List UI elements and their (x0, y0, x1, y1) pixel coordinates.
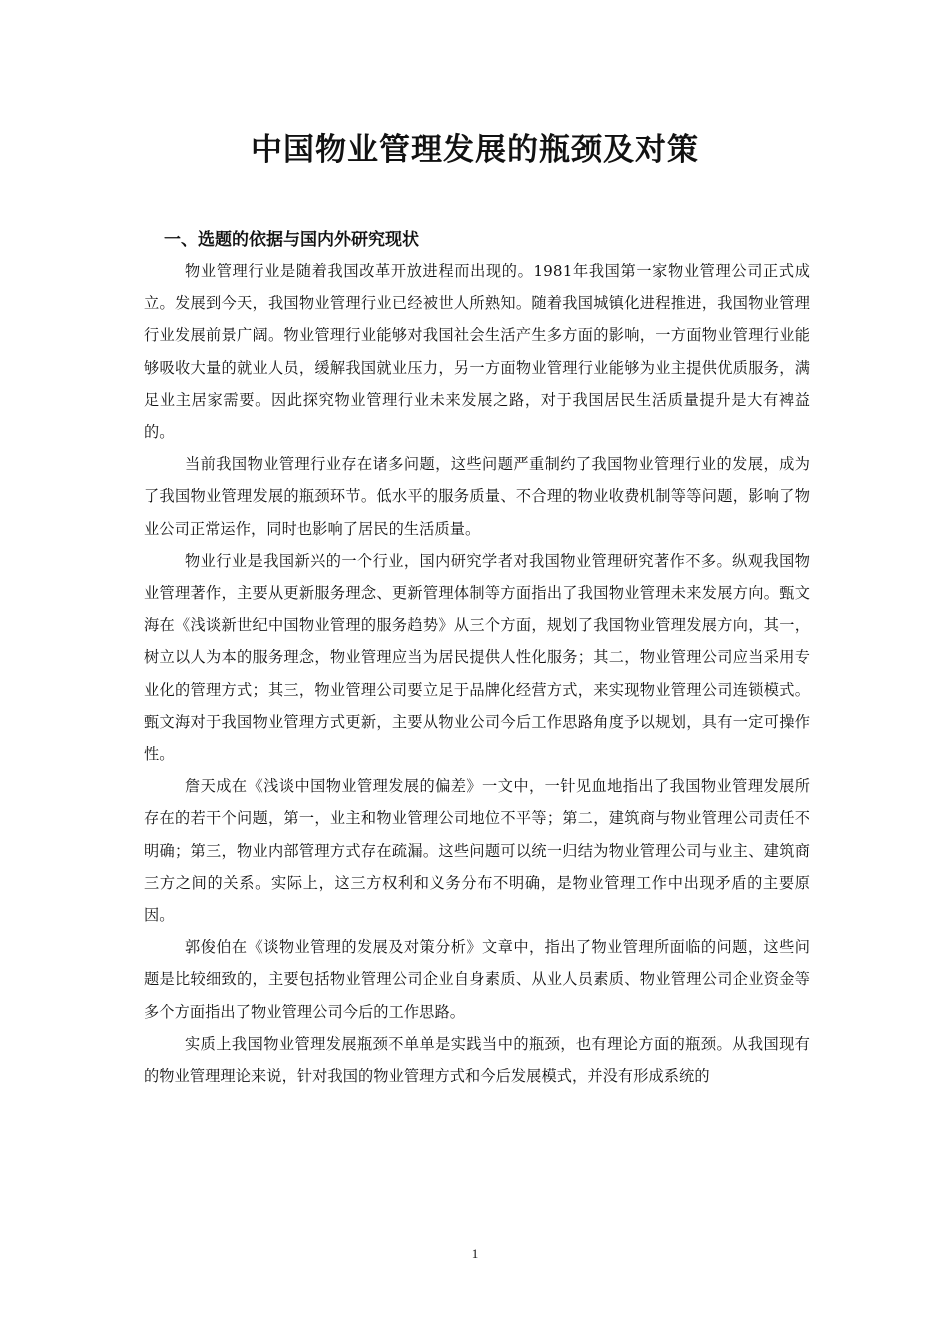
document-body (144, 255, 810, 1092)
paragraph: 物业管理行业是随着我国改革开放进程而出现的。1981年我国第一家物业管理公司正式成立。发展到今天，我国物业管理行业已经被世人所熟知。随着我国城镇化进程推进，我国物业管理行业发展前景广阔。物业管理行业能够对我国社会生活产生多方面的影响，一方面物业管理行业能够吸收大量的就业人员，缓解我国就业压力，另一方面物业管理行业能够为业主提供优质服务，满足业主居家需要。因此探究物业管理行业未来发展之路，对于我国居民生活质量提升是大有裨益的。 (144, 262, 810, 442)
section-heading: 一、选题的依据与国内外研究现状 (164, 230, 419, 250)
page-number: 1 (471, 1246, 479, 1261)
paragraph: 詹天成在《浅谈中国物业管理发展的偏差》一文中，一针见血地指出了我国物业管理发展所存在的若干个问题，第一，业主和物业管理公司地位不平等；第二，建筑商与物业管理公司责任不明确；第三，物业内部管理方式存在疏漏。这些问题可以统一归结为物业管理公司与业主、建筑商三方之间的关系。实际上，这三方权利和义务分布不明确，是物业管理工作中出现矛盾的主要原因。 (144, 777, 810, 925)
paragraph: 实质上我国物业管理发展瓶颈不单单是实践当中的瓶颈，也有理论方面的瓶颈。从我国现有的物业管理理论来说，针对我国的物业管理方式和今后发展模式，并没有形成系统的 (144, 1034, 810, 1086)
paragraph: 当前我国物业管理行业存在诸多问题，这些问题严重制约了我国物业管理行业的发展，成为了我国物业管理发展的瓶颈环节。低水平的服务质量、不合理的物业收费机制等等问题，影响了物业公司正常运作，同时也影响了居民的生活质量。 (144, 455, 810, 538)
document-title: 中国物业管理发展的瓶颈及对策 (251, 132, 699, 168)
paragraph: 物业行业是我国新兴的一个行业，国内研究学者对我国物业管理研究著作不多。纵观我国物业管理著作，主要从更新服务理念、更新管理体制等方面指出了我国物业管理未来发展方向。甄文海在《浅谈新世纪中国物业管理的服务趋势》从三个方面，规划了我国物业管理发展方向，其一，树立以人为本的服务理念，物业管理应当为居民提供人性化服务；其二，物业管理公司应当采用专业化的管理方式；其三，物业管理公司要立足于品牌化经营方式，来实现物业管理公司连锁模式。甄文海对于我国物业管理方式更新，主要从物业公司今后工作思路角度予以规划，具有一定可操作性。 (144, 551, 810, 764)
paragraph: 郭俊伯在《谈物业管理的发展及对策分析》文章中，指出了物业管理所面临的问题，这些问题是比较细致的，主要包括物业管理公司企业自身素质、从业人员素质、物业管理公司企业资金等多个方面指出了物业管理公司今后的工作思路。 (144, 938, 810, 1021)
